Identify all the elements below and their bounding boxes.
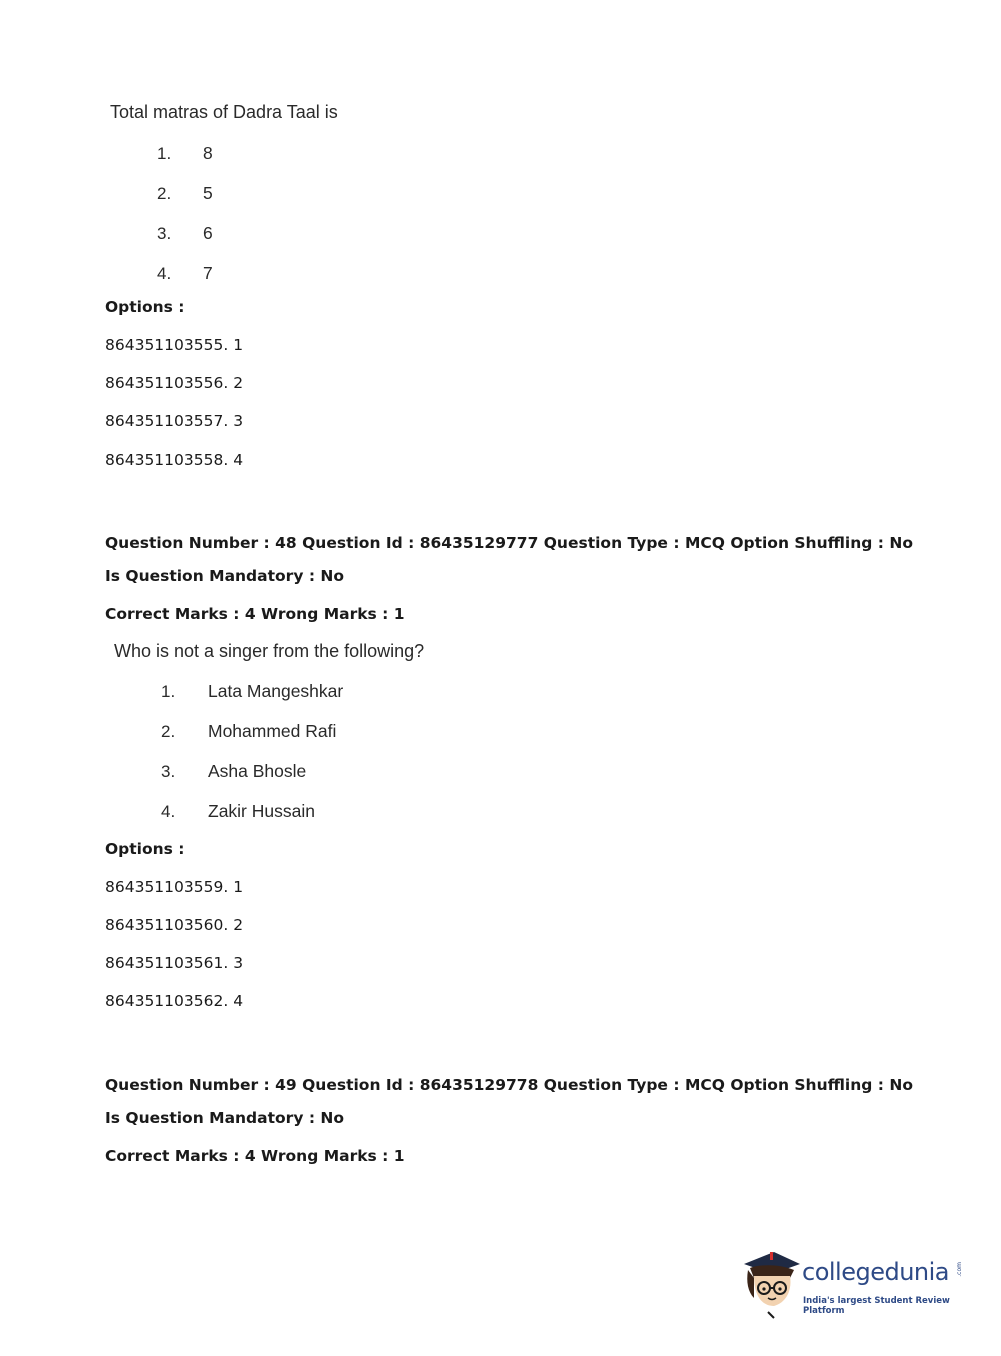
choice-number: 2. xyxy=(157,184,172,203)
choice-text: Lata Mangeshkar xyxy=(208,681,344,701)
mascot-icon xyxy=(740,1248,802,1320)
question-header: Question Number : 48 Question Id : 86435129777 Question Type : MCQ Option Shuffling : No xyxy=(105,534,913,552)
question-mandatory: Is Question Mandatory : No xyxy=(105,567,345,585)
question-header: Question Number : 49 Question Id : 86435129778 Question Type : MCQ Option Shuffling : No xyxy=(105,1076,913,1094)
choice-text: Asha Bhosle xyxy=(208,761,307,781)
choice-number: 3. xyxy=(157,224,172,243)
option-line: 864351103555. 1 xyxy=(105,336,244,354)
choice-text: Mohammed Rafi xyxy=(208,721,337,741)
option-line: 864351103562. 4 xyxy=(105,992,244,1010)
option-line: 864351103557. 3 xyxy=(105,412,244,430)
choice-text: Zakir Hussain xyxy=(208,801,315,821)
question-mandatory: Is Question Mandatory : No xyxy=(105,1109,345,1127)
option-line: 864351103561. 3 xyxy=(105,954,244,972)
choice-text: 5 xyxy=(203,183,213,203)
option-line: 864351103560. 2 xyxy=(105,916,244,934)
collegedunia-logo xyxy=(740,1248,970,1320)
question-text: Total matras of Dadra Taal is xyxy=(110,102,338,122)
logo-wordmark: collegedunia xyxy=(802,1258,950,1286)
question-marks: Correct Marks : 4 Wrong Marks : 1 xyxy=(105,1147,405,1165)
option-line: 864351103559. 1 xyxy=(105,878,244,896)
choice-number: 4. xyxy=(157,264,172,283)
choice-number: 3. xyxy=(161,762,176,781)
choice-number: 2. xyxy=(161,722,176,741)
logo-tagline: India's largest Student Review Platform xyxy=(803,1296,950,1316)
choice-text: 6 xyxy=(203,223,213,243)
choice-number: 1. xyxy=(161,682,176,701)
options-label: Options : xyxy=(105,298,185,316)
choice-text: 7 xyxy=(203,263,213,283)
question-text: Who is not a singer from the following? xyxy=(114,641,425,661)
options-label: Options : xyxy=(105,840,185,858)
option-line: 864351103556. 2 xyxy=(105,374,244,392)
option-line: 864351103558. 4 xyxy=(105,451,244,469)
choice-number: 4. xyxy=(161,802,176,821)
question-marks: Correct Marks : 4 Wrong Marks : 1 xyxy=(105,605,405,623)
logo-suffix: .com xyxy=(956,1262,963,1277)
choice-number: 1. xyxy=(157,144,172,163)
choice-text: 8 xyxy=(203,143,213,163)
